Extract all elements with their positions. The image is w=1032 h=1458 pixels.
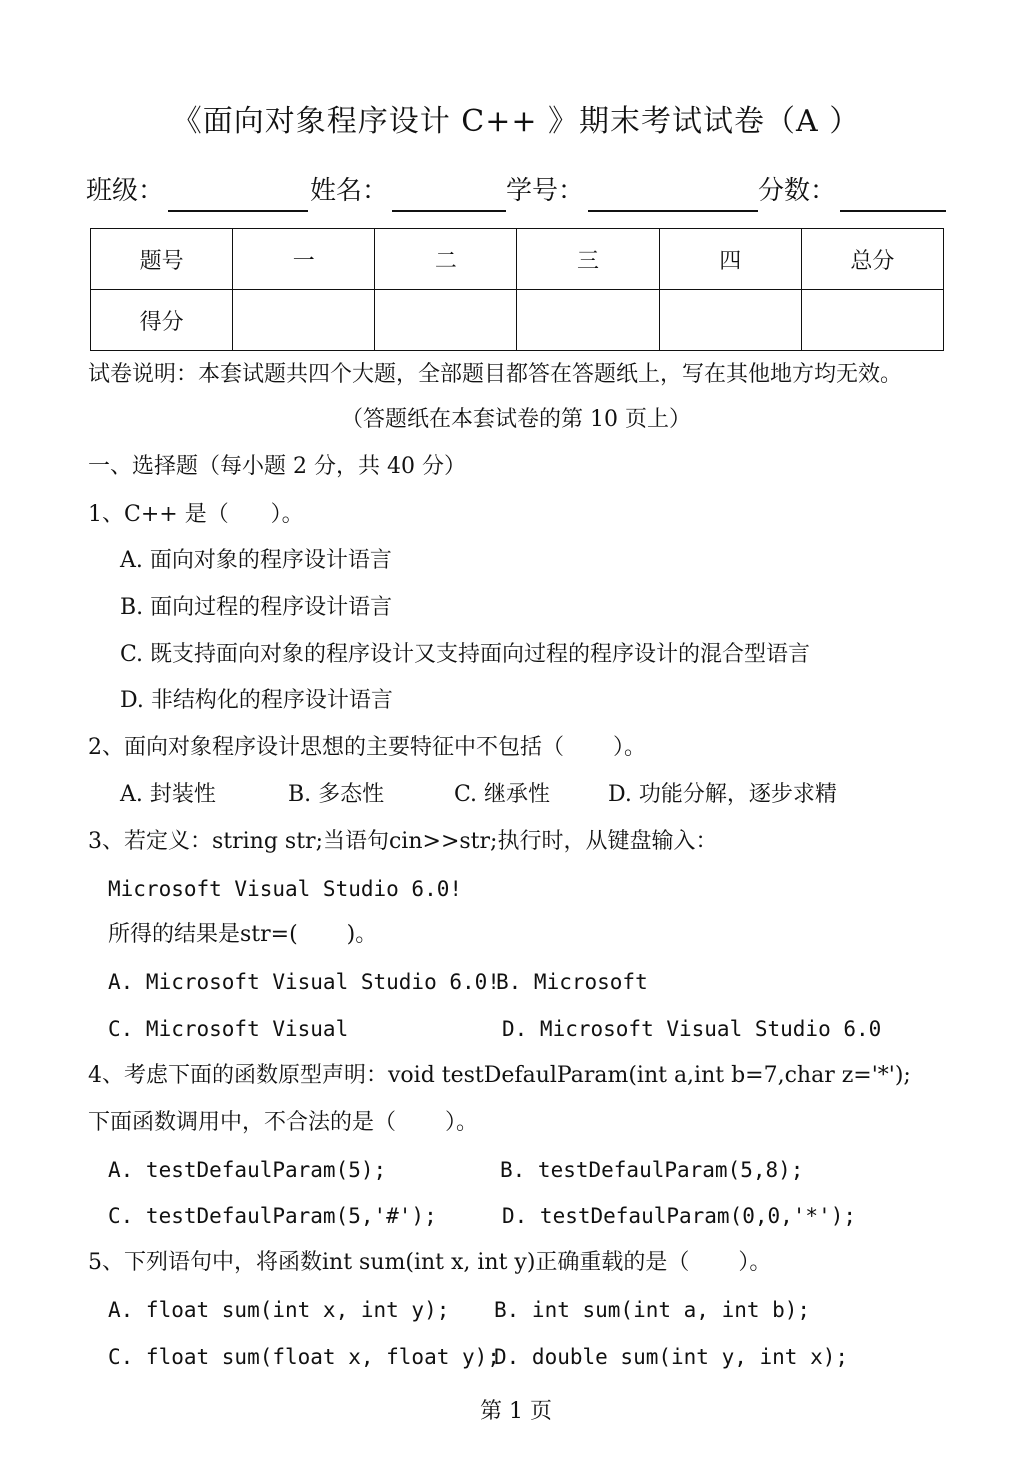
section-1-title: 一、选择题（每小题 2 分，共 40 分） <box>88 454 466 479</box>
answer-sheet-note: （答题纸在本套试卷的第 10 页上） <box>341 407 691 432</box>
score-table-header-cell: 题号 <box>91 229 233 290</box>
page-number: 第 1 页 <box>480 1399 552 1424</box>
score-label: 分数： <box>758 176 837 206</box>
question-4-option-a: A. testDefaulParam(5); <box>108 1158 387 1182</box>
class-blank <box>168 210 308 212</box>
score-row-label: 得分 <box>91 290 233 351</box>
question-3-option-d: D. Microsoft Visual Studio 6.0 <box>502 1017 882 1041</box>
exam-title: 《面向对象程序设计 C++ 》期末考试试卷（A ） <box>171 104 861 139</box>
question-3-option-b: B. Microsoft <box>496 970 648 994</box>
question-4-stem-continued: 下面函数调用中，不合法的是（ ）。 <box>88 1110 478 1135</box>
question-1-option-b: B. 面向过程的程序设计语言 <box>120 595 393 620</box>
question-1-option-a: A. 面向对象的程序设计语言 <box>120 548 392 573</box>
score-table-header-cell: 一 <box>233 229 375 290</box>
score-cell <box>801 290 943 351</box>
class-label: 班级： <box>86 176 165 206</box>
question-2-option-a: A. 封装性 <box>120 782 216 807</box>
score-cell <box>517 290 659 351</box>
score-cell <box>659 290 801 351</box>
student-id-label: 学号： <box>506 176 585 206</box>
name-blank <box>392 210 506 212</box>
student-info-row <box>86 168 956 214</box>
question-5-option-d: D. double sum(int y, int x); <box>494 1345 849 1369</box>
score-table <box>90 228 944 351</box>
question-5-option-a: A. float sum(int x, int y); <box>108 1298 450 1322</box>
question-3-input: Microsoft Visual Studio 6.0! <box>108 877 463 901</box>
score-table-header-row <box>91 229 944 290</box>
question-4-option-d: D. testDefaulParam(0,0,'*'); <box>502 1204 857 1228</box>
question-5-option-c: C. float sum(float x, float y); <box>108 1345 500 1369</box>
question-5-stem: 5、下列语句中，将函数int sum(int x, int y)正确重载的是（ ）。 <box>88 1250 772 1275</box>
question-4-option-c: C. testDefaulParam(5,'#'); <box>108 1204 437 1228</box>
question-3-stem: 3、若定义：string str;当语句cin>>str;执行时，从键盘输入： <box>88 829 718 854</box>
question-2-option-d: D. 功能分解，逐步求精 <box>608 782 837 807</box>
question-1-stem: 1、C++ 是（ ）。 <box>88 502 304 527</box>
name-label: 姓名： <box>310 176 389 206</box>
question-5-option-b: B. int sum(int a, int b); <box>494 1298 811 1322</box>
score-blank <box>840 210 946 212</box>
score-table-header-cell: 总分 <box>801 229 943 290</box>
question-4-stem: 4、考虑下面的函数原型声明：void testDefaulParam(int a,int b=7,char z='*'); <box>88 1063 911 1088</box>
question-4-option-b: B. testDefaulParam(5,8); <box>500 1158 804 1182</box>
question-3-option-c: C. Microsoft Visual <box>108 1017 349 1041</box>
question-1-option-c: C. 既支持面向对象的程序设计又支持面向过程的程序设计的混合型语言 <box>120 642 811 667</box>
score-table-header-cell: 四 <box>659 229 801 290</box>
score-table-header-cell: 三 <box>517 229 659 290</box>
student-id-blank <box>588 210 758 212</box>
score-table-score-row <box>91 290 944 351</box>
question-3-result: 所得的结果是str=( )。 <box>108 922 378 947</box>
question-1-option-d: D. 非结构化的程序设计语言 <box>120 688 393 713</box>
question-2-option-b: B. 多态性 <box>288 782 385 807</box>
question-2-stem: 2、面向对象程序设计思想的主要特征中不包括（ ）。 <box>88 735 646 760</box>
question-2-option-c: C. 继承性 <box>454 782 551 807</box>
score-table-header-cell: 二 <box>375 229 517 290</box>
score-cell <box>375 290 517 351</box>
instructions: 试卷说明：本套试题共四个大题，全部题目都答在答题纸上，写在其他地方均无效。 <box>88 362 903 387</box>
score-cell <box>233 290 375 351</box>
question-3-option-a: A. Microsoft Visual Studio 6.0! <box>108 970 500 994</box>
